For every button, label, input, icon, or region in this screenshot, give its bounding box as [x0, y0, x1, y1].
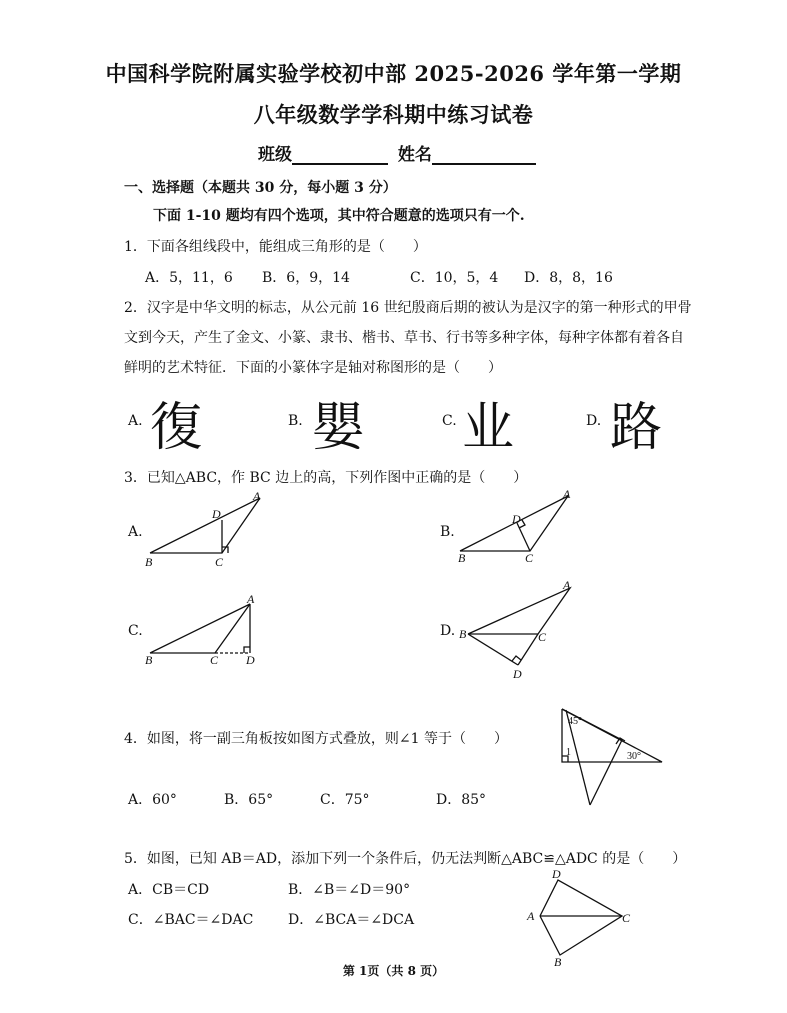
q3-label-d[interactable]: D. — [440, 623, 456, 639]
q4-angle-45: 45° — [568, 716, 582, 727]
q1-option-d[interactable]: D．8，8，16 — [524, 270, 613, 286]
q2-label-d[interactable]: D. — [586, 413, 602, 429]
q3b-label-A: A — [563, 487, 571, 501]
q3a-label-C: C — [215, 555, 224, 569]
q4-angle-30: 30° — [627, 751, 641, 762]
q3d-label-A: A — [563, 578, 571, 592]
section-instruction: 下面 1-10 题均有四个选项，其中符合题意的选项只有一个. — [153, 208, 525, 224]
q4-option-b[interactable]: B．65° — [224, 792, 274, 808]
seal-glyph-d: 路 — [610, 398, 663, 458]
q5-label-B: B — [554, 955, 562, 969]
q3c-label-B: B — [145, 653, 153, 667]
q1-option-a[interactable]: A．5，11，6 — [145, 270, 233, 286]
q3a-label-B: B — [145, 555, 153, 569]
q2-label-c[interactable]: C. — [442, 413, 457, 429]
seal-glyph-a: 復 — [150, 398, 203, 458]
class-label: 班级 — [258, 145, 292, 165]
q4-option-a[interactable]: A．60° — [128, 792, 177, 808]
q3b-label-D: D — [512, 512, 521, 526]
q2-label-b[interactable]: B. — [288, 413, 303, 429]
seal-glyph-c: 业 — [462, 398, 515, 458]
seal-glyph-b: 嬰 — [312, 398, 365, 458]
q3-figure-d — [468, 588, 570, 665]
q3-stem: 3．已知△ABC，作 BC 边上的高，下列作图中正确的是（ ） — [124, 470, 528, 486]
name-label: 姓名 — [397, 145, 432, 165]
q3a-label-A: A — [253, 489, 261, 503]
exam-title-line2: 八年级数学学科期中练习试卷 — [253, 102, 534, 127]
q4-angle-1: 1 — [566, 747, 571, 758]
q2-line3: 鲜明的艺术特征．下面的小篆体字是轴对称图形的是（ ） — [124, 360, 502, 376]
q2-label-a[interactable]: A. — [128, 413, 143, 429]
q5-label-D: D — [552, 867, 561, 881]
q5-label-A: A — [527, 909, 535, 923]
q5-label-C: C — [622, 911, 631, 925]
q3b-label-C: C — [525, 551, 534, 565]
page-number: 第 1页（共 8 页） — [342, 964, 445, 978]
section-heading: 一、选择题（本题共 30 分，每小题 3 分） — [124, 180, 397, 196]
q1-option-c[interactable]: C．10，5，4 — [410, 270, 499, 286]
q3c-label-C: C — [210, 653, 219, 667]
q5-option-b[interactable]: B．∠B＝∠D＝90° — [288, 882, 411, 898]
q5-option-c[interactable]: C．∠BAC＝∠DAC — [128, 912, 254, 928]
q3c-label-A: A — [247, 592, 255, 606]
q4-option-c[interactable]: C．75° — [320, 792, 370, 808]
q3-figure-a — [150, 498, 260, 553]
q5-figure — [540, 880, 622, 955]
q3-label-b[interactable]: B. — [440, 524, 455, 540]
q4-option-d[interactable]: D．85° — [436, 792, 487, 808]
q1-option-b[interactable]: B．6，9，14 — [262, 270, 350, 286]
q3-figure-c — [150, 604, 250, 653]
q2-line1: 2．汉字是中华文明的标志，从公元前 16 世纪殷商后期的被认为是汉字的第一种形式的甲骨 — [124, 300, 692, 316]
q1-stem: 1．下面各组线段中，能组成三角形的是（ ） — [124, 239, 427, 255]
q3b-label-B: B — [458, 551, 466, 565]
q3-label-c[interactable]: C. — [128, 623, 143, 639]
q3d-label-C: C — [538, 630, 547, 644]
exam-title-line1: 中国科学院附属实验学校初中部 2025-2026 学年第一学期 — [105, 61, 682, 86]
q4-stem: 4．如图，将一副三角板按如图方式叠放，则∠1 等于（ ） — [124, 731, 508, 747]
q3d-label-D: D — [513, 667, 522, 681]
q2-line2: 文到今天，产生了金文、小篆、隶书、楷书、草书、行书等多种字体，每种字体都有着各自 — [124, 330, 684, 346]
q5-stem: 5．如图，已知 AB＝AD，添加下列一个条件后，仍无法判断△ABC≌△ADC 的是（ ） — [124, 851, 687, 867]
q5-option-a[interactable]: A．CB＝CD — [128, 882, 210, 898]
q3-label-a[interactable]: A. — [128, 524, 143, 540]
q3d-label-B: B — [459, 627, 467, 641]
q3a-label-D: D — [212, 507, 221, 521]
q5-option-d[interactable]: D．∠BCA＝∠DCA — [288, 912, 415, 928]
q3c-label-D: D — [246, 653, 255, 667]
